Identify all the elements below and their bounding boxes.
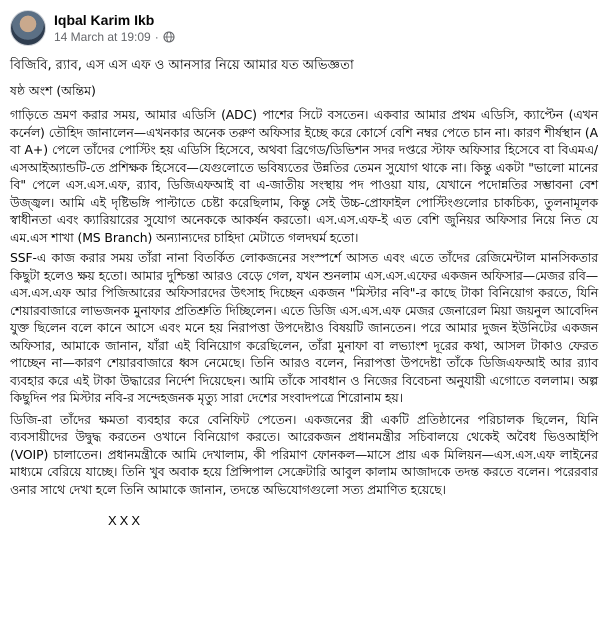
- paragraph-1: গাড়িতে ভ্রমণ করার সময়, আমার এডিসি (ADC) পাশের সিটে বসতেন। একবার আমার প্রথম এডিসি, ক্যাপ্টেন (এখন কর্নেল) তৌহিদ জানালেন—এখনকার অনেক তরুণ অফিসার ইচ্ছে করে কোর্সে বেশি নম্বর পেতে চান না। কারণ শীর্ষস্থান (A বা A+) পেলে তাঁদের পোস্টিং হয় এডিসি হিসেবে, অথবা ব্রিগেড/ডিভিশন সদর দপ্তরে স্টাফ অফিসার হিসেবে বা বিএমএ/এসআইঅ্যান্ডটি-তে প্রশিক্ষক হিসেবে—যেগুলোতে ভবিষ্যতের উন্নতির তেমন সুযোগ থাকে না। কিন্তু একটা "ভালো মানের বি" পেলে এস.এস.এফ, র‍্যাব, ডিজিএফআই বা এ-জাতীয় সংস্থায় পদ পাওয়া যায়, যেখানে পদোন্নতির সম্ভাবনা বেশ উজ্জ্বল। আমি এই দৃষ্টিভঙ্গি পাল্টাতে চেষ্টা করেছিলাম, কিন্তু সেই উচ্চ-প্রোফাইল পোস্টিংগুলোর চাকচিক্য, তুলনামূলক স্বাধীনতা এবং ক্যারিয়ারের সুযোগ অনেককে আকর্ষন করতো। এস.এস.এফ-ই এত বেশি জুনিয়র অফিসার নিয়ে নিত যে এম.এস শাখা (MS Branch) অন্যান্যদের চাহিদা মেটাতে গলদঘর্ম হতো।: [10, 107, 598, 245]
- post-body: [10, 56, 598, 530]
- signoff: XXX: [108, 513, 144, 528]
- post-meta: [54, 11, 175, 45]
- post-part-label: ষষ্ঠ অংশ (অন্তিম): [10, 83, 96, 98]
- post-header: [10, 8, 598, 48]
- avatar[interactable]: [10, 10, 46, 46]
- globe-icon[interactable]: [163, 31, 175, 43]
- paragraph-3: ডিজি-রা তাঁদের ক্ষমতা ব্যবহার করে বেনিফিট পেতেন। একজনের স্ত্রী একটি প্রতিষ্ঠানের পরিচালক ছিলেন, যিনি ব্যবসায়ীদের উদ্বুদ্ধ করতেন ওখানে বিনিয়োগ করতে। আরেকজন প্রধানমন্ত্রীর সচিবালয়ে থেকেই অবৈধ ভিওআইপি (VOIP) চালাতেন। প্রধানমন্ত্রীকে আমি দেখালাম, কী পরিমাণ ফোনকল—মাসে প্রায় এক মিলিয়ন—এস.এস.এফ লাইনের মাধ্যমে বেরিয়ে যাচ্ছে। তিনি খুব অবাক হয়ে প্রিন্সিপাল সেক্রেটারি আবুল কালাম আজাদকে তদন্ত করতে বলেন। পরেরবার ওনার সাথে দেখা হলে তিনি আমাকে জানান, তদন্তে অভিযোগগুলো সত্য প্রমাণিত হয়েছে।: [10, 411, 598, 497]
- author-name[interactable]: Iqbal Karim Ikb: [54, 12, 155, 28]
- post-title: বিজিবি, র‍্যাব, এস এস এফ ও আনসার নিয়ে আমার যত অভিজ্ঞতা: [10, 58, 354, 73]
- post-time-row: [54, 29, 175, 45]
- post-timestamp[interactable]: 14 March at 19:09: [54, 30, 151, 44]
- paragraph-2: SSF-এ কাজ করার সময় তাঁরা নানা বিতর্কিত লোকজনের সংস্পর্শে আসত এবং এতে তাঁদের রেজিমেন্টাল মানসিকতার কিছুটা হলেও ক্ষয় হতো। আমার দুশ্চিন্তা আরও বেড়ে গেল, যখন শুনলাম এস.এস.এফের একজন অফিসার—মেজর রবি—এস.এস.এফ আর পিজিআরের অফিসারদের উৎসাহ দিচ্ছেন একজন "মিস্টার নবি"-র কাছে টাকা বিনিয়োগ করতে, যিনি শেয়ারবাজারে লাভজনক মুনাফার প্রতিশ্রুতি দিচ্ছিলেন। এতে ডিজি এস.এস.এফ মেজর জেনারেল মিয়া জয়নুল আবেদিন যুক্ত ছিলেন বলে কানে আসে এবং মনে হয় নিরাপত্তা উপদেষ্টাও বিষয়টি জানতেন। পরে আমার দুজন ইউনিটের একজন অফিসার, আমাকে জানান, যাঁরা এই বিনিয়োগ করেছিলেন, তাঁরা মুনাফা বা লভ্যাংশ দূরের কথা, আসল টাকাও ফেরত পাচ্ছেন না—কারণ শেয়ারবাজারে ধ্বস নেমেছে। তিনি আরও বলেন, নিরাপত্তা উপদেষ্টা তাঁকে ডিজিএফআই আর র‍্যাব ব্যবহার করে এই টাকা উদ্ধারের নির্দেশ দিয়েছেন। আমি তাঁকে সাবধান ও নিজের বিবেচনা অনুযায়ী এগোতে বললাম। অল্প কিছুদিন পর মিস্টার নবি-র সন্দেহজনক মৃত্যু সারা দেশের সংবাদপত্রে শিরোনাম হয়।: [10, 250, 598, 405]
- separator-dot: ·: [154, 30, 159, 44]
